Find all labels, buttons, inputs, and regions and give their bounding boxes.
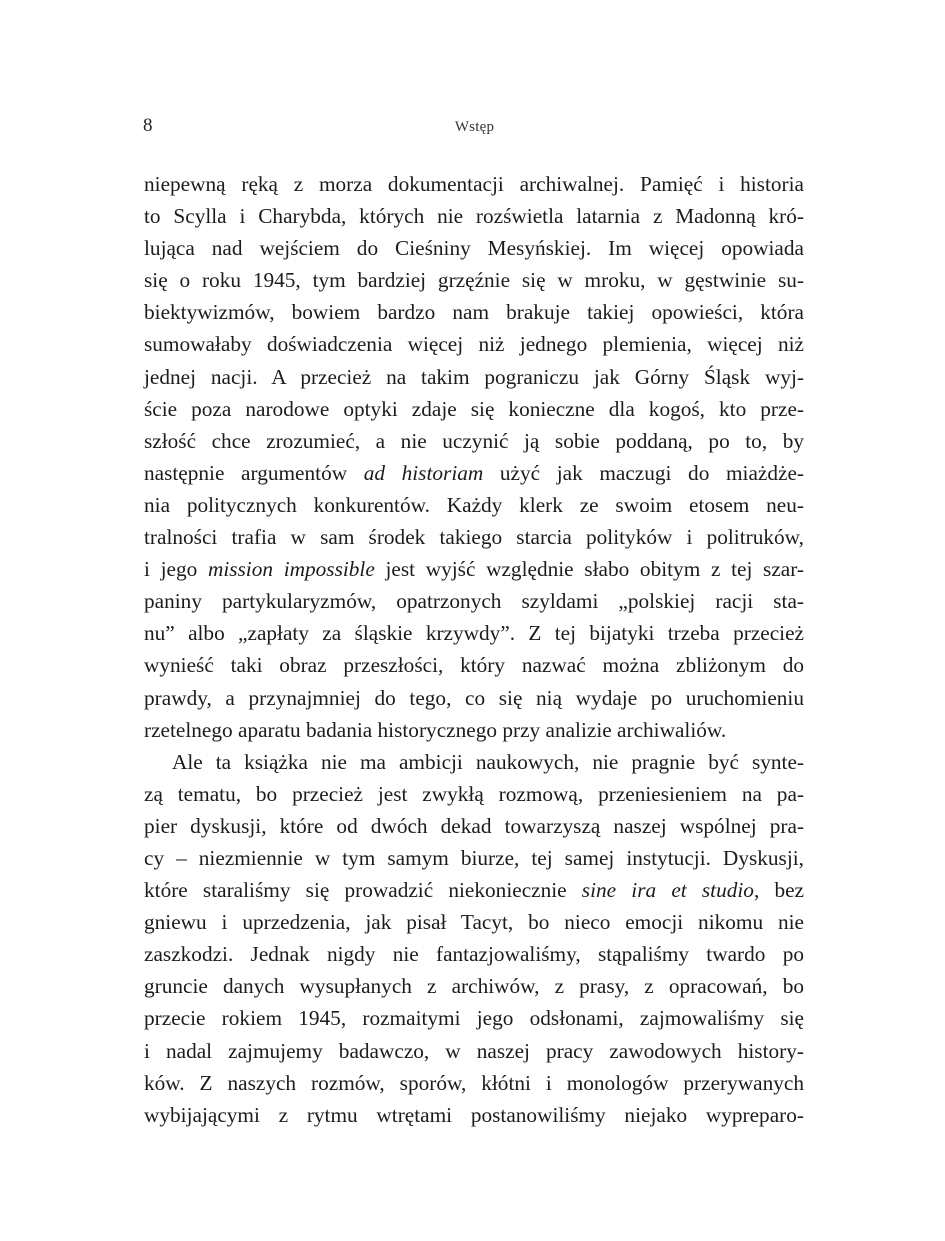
text-run: pier dyskusji, które od dwóch dekad towarzyszą naszej wspólnej pra-	[144, 813, 804, 838]
text-line	[144, 617, 804, 649]
text-line	[144, 682, 804, 714]
text-run: wynieść taki obraz przeszłości, który nazwać można zbliżonym do	[144, 653, 804, 678]
text-line	[144, 264, 804, 296]
paragraph	[144, 168, 804, 746]
text-line	[144, 970, 804, 1002]
text-run: cy – niezmiennie w tym samym biurze, tej samej instytucji. Dyskusji,	[144, 845, 804, 870]
text-run: zaszkodzi. Jednak nigdy nie fantazjowaliśmy, stąpaliśmy twardo po	[144, 942, 804, 967]
text-run: nu” albo „zapłaty za śląskie krzywdy”. Z tej bijatyki trzeba przecież	[144, 621, 804, 646]
text-line	[144, 1067, 804, 1099]
text-line	[144, 810, 804, 842]
text-line	[144, 489, 804, 521]
text-run: wybijającymi z rytmu wtrętami postanowiliśmy niejako wypreparo-	[144, 1102, 804, 1127]
text-line	[144, 746, 804, 778]
text-run: i nadal zajmujemy badawczo, w naszej pracy zawodowych history-	[144, 1038, 804, 1063]
text-line	[144, 874, 804, 906]
text-run: to Scylla i Charybda, których nie rozświetla latarnia z Madonną kró-	[144, 204, 804, 229]
text-line	[144, 714, 804, 746]
text-run: które staraliśmy się prowadzić niekoniecznie	[144, 878, 582, 903]
text-run: następnie argumentów	[144, 460, 364, 485]
text-run: zą tematu, bo przecież jest zwykłą rozmową, przeniesieniem na pa-	[144, 781, 804, 806]
text-run: użyć jak maczugi do miażdże-	[483, 460, 804, 485]
text-line	[144, 1099, 804, 1131]
text-run: , bez	[753, 878, 804, 903]
text-line	[144, 1035, 804, 1067]
text-run: i jego	[144, 557, 208, 582]
text-line	[144, 393, 804, 425]
text-line	[144, 778, 804, 810]
text-line	[144, 328, 804, 360]
text-run: gniewu i uprzedzenia, jak pisał Tacyt, bo nieco emocji nikomu nie	[144, 910, 804, 935]
text-line	[144, 1002, 804, 1034]
text-run: Ale ta książka nie ma ambicji naukowych, nie pragnie być synte-	[172, 749, 804, 774]
text-run: tralności trafia w sam środek takiego starcia polityków i politruków,	[144, 525, 804, 550]
text-run: szłość chce zrozumieć, a nie uczynić ją sobie poddaną, po to, by	[144, 428, 804, 453]
text-run: jednej nacji. A przecież na takim pograniczu jak Górny Śląsk wyj-	[144, 364, 804, 389]
text-run: przecie rokiem 1945, rozmaitymi jego odsłonami, zajmowaliśmy się	[144, 1006, 804, 1031]
text-run: prawdy, a przynajmniej do tego, co się nią wydaje po uruchomieniu	[144, 685, 804, 710]
text-run: ście poza narodowe optyki zdaje się konieczne dla kogoś, kto prze-	[144, 396, 804, 421]
text-run: niepewną ręką z morza dokumentacji archiwalnej. Pamięć i historia	[144, 172, 804, 196]
text-run: gruncie danych wysupłanych z archiwów, z prasy, z opracowań, bo	[144, 974, 804, 999]
running-head: Wstęp	[454, 119, 495, 135]
text-run: się o roku 1945, tym bardziej grzęźnie się w mroku, w gęstwinie su-	[144, 268, 804, 293]
text-run: sumowałaby doświadczenia więcej niż jednego plemienia, więcej niż	[144, 332, 804, 357]
text-line	[144, 200, 804, 232]
text-run: biektywizmów, bowiem bardzo nam brakuje takiej opowieści, która	[144, 300, 804, 325]
text-line	[144, 168, 804, 200]
text-line	[144, 232, 804, 264]
paragraph	[144, 746, 804, 1131]
text-line	[144, 457, 804, 489]
text-line	[144, 842, 804, 874]
text-line	[144, 585, 804, 617]
text-line	[144, 521, 804, 553]
italic-phrase: ad historiam	[363, 460, 484, 485]
text-line	[144, 938, 804, 970]
text-run: rzetelnego aparatu badania historycznego przy analizie archiwaliów.	[144, 717, 727, 742]
text-line	[144, 296, 804, 328]
italic-phrase: mission impossible	[207, 557, 375, 582]
text-run: jest wyjść względnie słabo obitym z tej szar-	[374, 557, 804, 582]
italic-phrase: sine ira et studio	[581, 878, 754, 903]
body-text	[144, 168, 804, 1131]
text-run: paniny partykularyzmów, opatrzonych szyldami „polskiej racji sta-	[144, 589, 804, 614]
text-run: lująca nad wejściem do Cieśniny Mesyńskiej. Im więcej opowiada	[144, 236, 804, 261]
text-line	[144, 906, 804, 938]
text-line	[144, 649, 804, 681]
text-run: nia politycznych konkurentów. Każdy klerk ze swoim etosem neu-	[144, 492, 804, 517]
text-run: ków. Z naszych rozmów, sporów, kłótni i monologów przerywanych	[144, 1070, 804, 1095]
text-line	[144, 553, 804, 585]
page-number: 8	[143, 115, 153, 136]
text-line	[144, 425, 804, 457]
text-line	[144, 361, 804, 393]
